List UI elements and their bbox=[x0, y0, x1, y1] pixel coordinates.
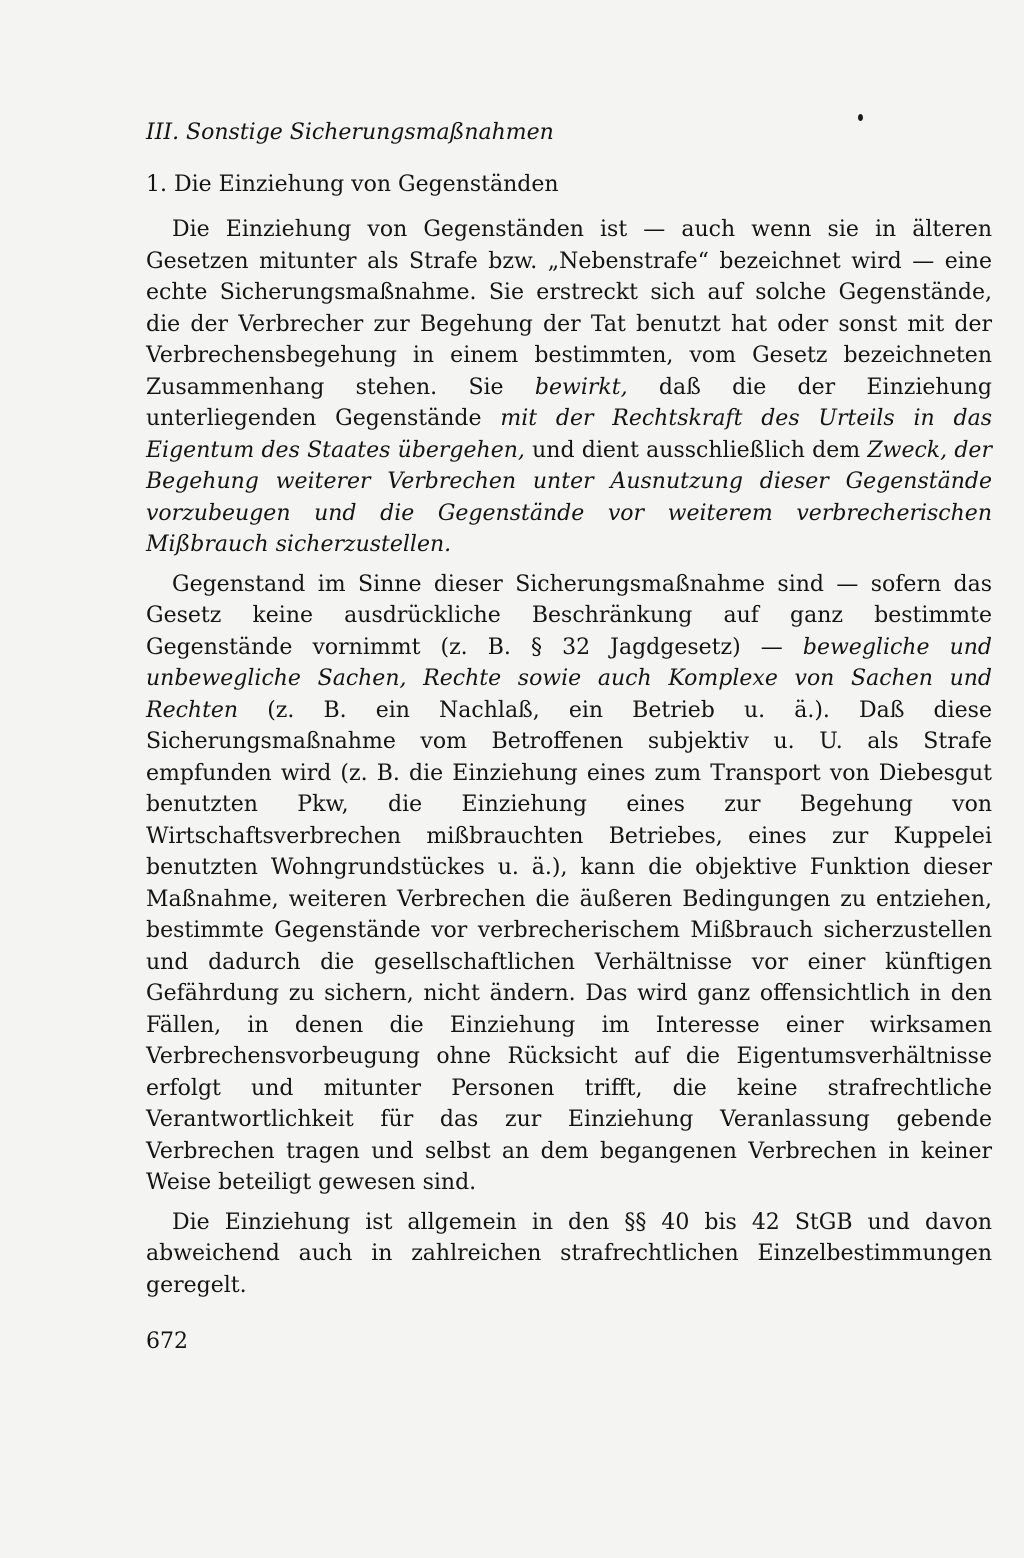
paragraph-3 bbox=[146, 1207, 992, 1302]
text-run: daß die der Einziehung unterliegenden Gegenstände bbox=[146, 374, 992, 431]
text-run: und dient ausschließlich dem bbox=[524, 437, 868, 463]
italic-run: Zweck, der Begehung weiterer Verbrechen unter Ausnutzung dieser Gegenstände vorzubeugen und die Gegenstände vor weiterem verbrecherischen Mißbrauch sicherzustellen. bbox=[146, 437, 992, 557]
document-page bbox=[146, 118, 992, 1357]
section-heading: 1. Die Einziehung von Gegenständen bbox=[146, 172, 559, 197]
chapter-heading: III. Sonstige Sicherungsmaßnahmen bbox=[146, 120, 554, 145]
text-run: (z. B. ein Nachlaß, ein Betrieb u. ä.). Daß diese Sicherungsmaßnahme vom Betroffenen subjektiv u. U. als Strafe empfunden wird (z. B. die Einziehung eines zum Transport von Diebesgut benutzten Pkw, die Einziehung eines zur Begehung von Wirtschaftsverbrechen mißbrauchten Betriebes, eines zur Kuppelei benutzten Wohngrundstückes u. ä.), kann die objektive Funktion dieser Maßnahme, weiteren Verbrechen die äußeren Bedingungen zu entziehen, bestimmte Gegenstände vor verbrecherischem Mißbrauch sicherzustellen und dadurch die gesellschaftlichen Verhältnisse vor einer künftigen Gefährdung zu sichern, nicht ändern. Das wird ganz offensichtlich in den Fällen, in denen die Einziehung im Interesse einer wirksamen Verbrechensvorbeugung ohne Rücksicht auf die Eigentumsverhältnisse erfolgt und mitunter Personen trifft, die keine strafrechtliche Verantwortlichkeit für das zur Einziehung Veranlassung gebende Verbrechen tragen und selbst an dem begangenen Verbrechen in keiner Weise beteiligt gewesen sind. bbox=[146, 697, 992, 1195]
italic-run: mit der Rechtskraft des Urteils in das Eigentum des Staates übergehen, bbox=[146, 406, 992, 463]
text-run: Die Einziehung ist allgemein in den §§ 40 bis 42 StGB und davon abweichend auch in zahlreichen strafrechtlichen Einzelbestimmungen geregelt. bbox=[146, 1209, 992, 1298]
text-run: Gegenstand im Sinne dieser Sicherungsmaßnahme sind — sofern das Gesetz keine ausdrückliche Beschränkung auf ganz bestimmte Gegenstände vornimmt (z. B. § 32 Jagdgesetz) — bbox=[146, 571, 992, 660]
page-number: 672 bbox=[146, 1329, 188, 1354]
text-run: Die Einziehung von Gegenständen ist — auch wenn sie in älteren Gesetzen mitunter als Strafe bzw. „Nebenstrafe“ bezeichnet wird — eine echte Sicherungsmaßnahme. Sie erstreckt sich auf solche Gegenstände, die der Verbrecher zur Begehung der Tat benutzt hat oder sonst mit der Verbrechensbegehung in einem bestimmten, vom Gesetz bezeichneten Zusammenhang stehen. Sie bbox=[146, 217, 992, 400]
italic-run: bewegliche und unbewegliche Sachen, Rechte sowie auch Komplexe von Sachen und Rechten bbox=[146, 634, 992, 723]
paragraph-1 bbox=[146, 214, 992, 561]
paragraph-2 bbox=[146, 569, 992, 1199]
italic-run: bewirkt, bbox=[534, 374, 628, 400]
